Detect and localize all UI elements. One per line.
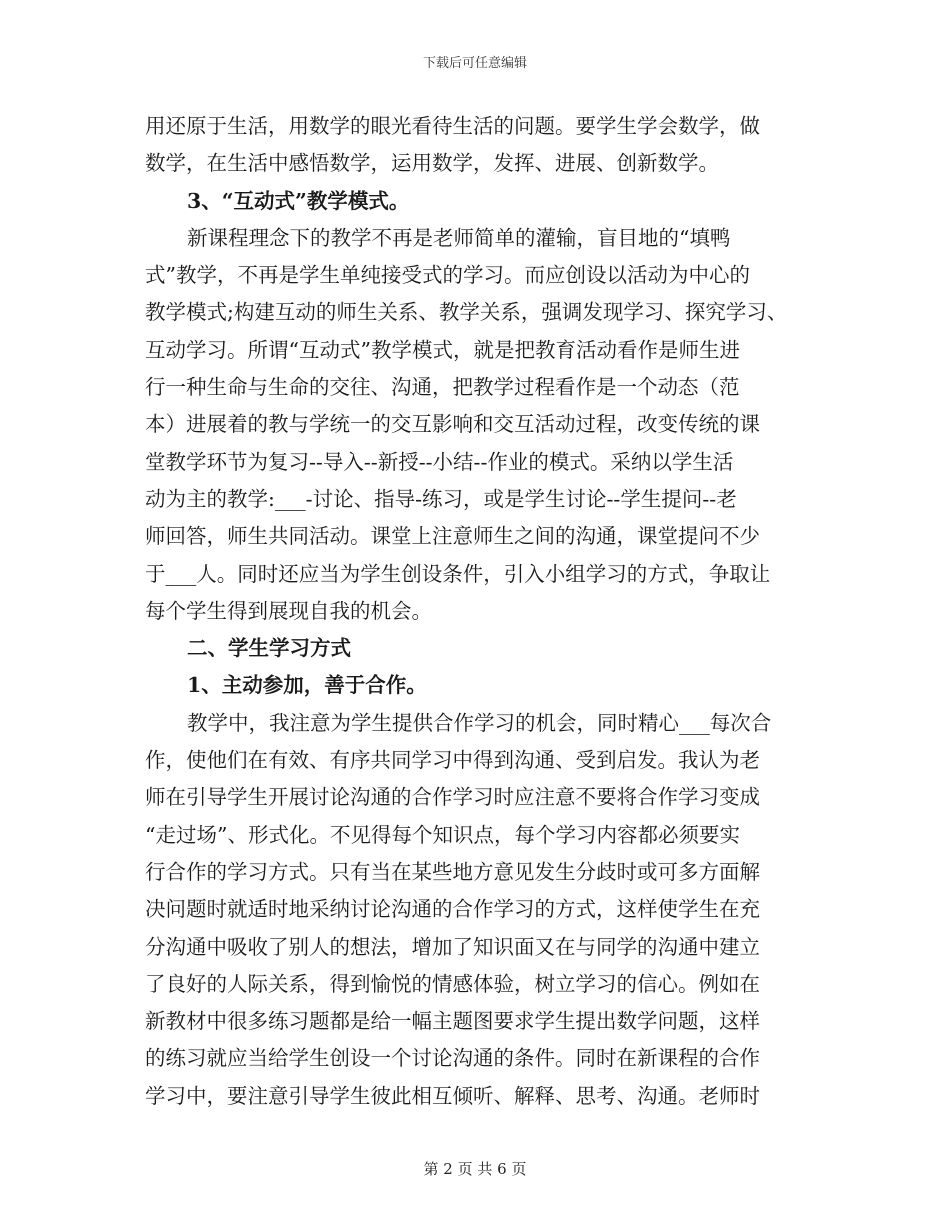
- body-text-line: 动为主的教学:___-讨论、指导-练习，或是学生讨论--学生提问--老: [145, 486, 737, 511]
- body-text-line: 教学模式;构建互动的师生关系、教学关系，强调发现学习、探究学习、: [145, 300, 788, 325]
- body-text-line: 于___人。同时还应当为学生创设条件，引入小组学习的方式，争取让: [145, 561, 771, 586]
- body-text-line: “走过场”、形式化。不见得每个知识点，每个学习内容都必须要实: [145, 822, 740, 847]
- section-heading-line: 二、学生学习方式: [187, 636, 351, 661]
- body-text-line: 教学中，我注意为学生提供合作学习的机会，同时精心___每次合: [187, 710, 772, 735]
- body-text-line: 行一种生命与生命的交往、沟通，把教学过程看作是一个动态（范: [145, 375, 740, 400]
- body-text-line: 分沟通中吸收了别人的想法，增加了知识面又在与同学的沟通中建立: [145, 934, 760, 959]
- body-text-line: 行合作的学习方式。只有当在某些地方意见发生分歧时或可多方面解: [145, 859, 760, 884]
- body-text-line: 学习中，要注意引导学生彼此相互倾听、解释、思考、沟通。老师时: [145, 1083, 760, 1108]
- body-text-line: 每个学生得到展现自我的机会。: [145, 598, 432, 623]
- body-text-line: 式”教学，不再是学生单纯接受式的学习。而应创设以活动为中心的: [145, 263, 750, 288]
- body-text-line: 新课程理念下的教学不再是老师简单的灌输，盲目地的“填鸭: [187, 225, 731, 250]
- body-text-line: 本）进展着的教与学统一的交互影响和交互活动过程，改变传统的课: [145, 412, 760, 437]
- body-text-line: 师回答，师生共同活动。课堂上注意师生之间的沟通，课堂提问不少: [145, 524, 760, 549]
- body-text-line: 互动学习。所谓“互动式”教学模式，就是把教育活动看作是师生进: [145, 337, 740, 362]
- section-heading-line: 1、主动参加，善于合作。: [187, 673, 427, 698]
- body-text-line: 师在引导学生开展讨论沟通的合作学习时应注意不要将合作学习变成: [145, 785, 760, 810]
- body-text-line: 用还原于生活，用数学的眼光看待生活的问题。要学生学会数学，做: [145, 114, 760, 138]
- page-footer: 第 2 页 共 6 页: [423, 1160, 527, 1178]
- body-text-line: 新教材中很多练习题都是给一幅主题图要求学生提出数学问题，这样: [145, 1009, 760, 1034]
- page-header: 下载后可任意编辑: [422, 56, 527, 71]
- body-text-line: 数学，在生活中感悟数学，运用数学，发挥、进展、创新数学。: [145, 151, 719, 176]
- section-heading-line: 3、“互动式”教学模式。: [187, 188, 410, 213]
- body-text-line: 堂教学环节为复习--导入--新授--小结--作业的模式。采纳以学生活: [145, 449, 734, 474]
- body-text-line: 作，使他们在有效、有序共同学习中得到沟通、受到启发。我认为老: [145, 748, 760, 773]
- document-body: [145, 108, 825, 1115]
- body-text-line: 的练习就应当给学生创设一个讨论沟通的条件。同时在新课程的合作: [145, 1046, 760, 1071]
- body-text-line: 决问题时就适时地采纳讨论沟通的合作学习的方式，这样使学生在充: [145, 897, 760, 922]
- body-text-line: 了良好的人际关系，得到愉悦的情感体验，树立学习的信心。例如在: [145, 971, 760, 996]
